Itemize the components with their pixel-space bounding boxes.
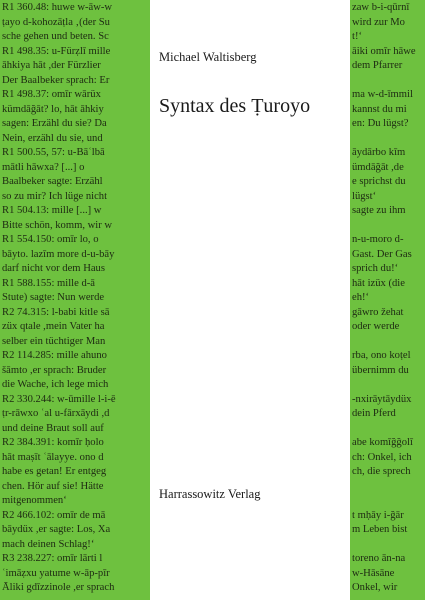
background-text-line: R3 238.227: omīr lārti l [2,553,103,564]
background-text-line: Baalbeker sagte: Erzähl [2,176,103,187]
background-text-line: dem Pfarrer [352,60,403,71]
background-text-line: mitgenommen‘ [2,495,67,506]
background-text-line: kümdāğāt? lo, hāt āhkiy [2,103,104,115]
background-text-line: Stute) sagte: Nun werde [2,292,105,303]
background-text-line: Nein, erzähl du sie, und [2,132,103,144]
background-text-line: ṭr-rāwxo ʿal u-fārxāydi ,d [2,408,110,419]
background-text-line: āiki omīr hāwe [352,45,416,57]
background-text-line: bāydüx ,er sagte: Los, Xa [2,524,111,535]
background-text-line: gāwro žehat [352,306,404,318]
publisher-name: Harrassowitz Verlag [159,487,261,501]
background-text-line: Der Baalbeker sprach: Er [2,74,110,86]
background-text-line: R2 466.102: omīr de mā [2,509,106,521]
background-text-line: züx qtale ,mein Vater ha [2,321,105,332]
background-text-line: übernimm du [352,364,409,376]
background-text-line: R1 360.48: huwe w-āw-w [2,2,113,13]
background-text-line: āydārbo kīm [352,147,406,158]
background-text-line: dein Pferd [352,408,396,419]
background-text-line: R2 330.244: w-ūmille l-i-ē [2,393,116,405]
background-text-line: t!‘ [352,31,362,42]
background-text-line: e sprichst du [352,176,406,187]
background-text-line: lügst‘ [352,190,377,202]
background-text-line: oder werde [352,321,400,332]
background-text-line: habe es getan! Er entgeg [2,466,107,477]
background-text-line: R1 588.155: mille d-ā [2,277,95,289]
background-text-line: toreno ān-na [352,553,406,564]
background-text-line: chen. Hör auf sie! Hätte [2,480,104,492]
background-text-line: sche gehen und beten. Sc [2,31,109,42]
background-text-line: sagen: Erzähl du sie? Da [2,118,107,129]
title-panel [150,0,350,600]
background-text-line: en: Du lügst? [352,118,409,129]
background-text-line: w-Hāsāne [352,567,395,579]
background-text-line: R2 384.391: komīr ḥolo [2,437,104,448]
background-text-line: R1 554.150: omīr lo, o [2,234,99,245]
background-text-line: ümdāğāt ,de [352,161,404,173]
background-text-line: šāmto ,er sprach: Bruder [2,364,107,376]
background-text-line: Gast. Der Gas [352,248,412,260]
background-text-line: darf nicht vor dem Haus [2,263,105,274]
background-text-line: -nxirāytāydüx [352,393,412,405]
book-title: Syntax des Ṭuroyo [159,95,311,117]
background-text-line: hāt izüx (die [352,277,405,289]
background-text-line: abe komīğğolī [352,437,413,448]
background-text-line: eh!‘ [352,292,370,303]
background-text-line: kannst du mi [352,103,407,115]
background-text-line: rba, ono koṭel [352,350,411,361]
background-text-line: ma w-d-īmmil [352,89,413,100]
background-text-line: āhkiya hāt ,der Fürzlier [2,60,101,71]
background-text-line: ch: Onkel, ich [352,451,412,463]
background-text-line: sprich du!‘ [352,263,399,274]
background-text-line: R1 500.55, 57: u-Bāʿlbā [2,147,105,158]
background-text-line: Āliki gdīzzinole ,er sprach [2,582,115,593]
background-text-line: R2 114.285: mille ahuno [2,350,107,361]
background-text-line: hāt maṣīt ʿālayye. ono d [2,451,104,463]
background-text-line: t mḥāy i-ğār [352,509,404,521]
background-text-line: Onkel, wir [352,582,398,593]
background-text-line: selber ein tüchtiger Man [2,335,106,347]
background-text-line: ch, die sprech [352,466,411,477]
background-text-line: R1 504.13: mille [...] w [2,205,102,216]
background-text-line: wird zur Mo [352,16,405,28]
background-text-line: mātli hāwxa? [...] o [2,161,85,173]
background-text-line: R2 74.315: l-babi kitle sā [2,306,110,318]
background-text-line: sagte zu ihm [352,205,406,216]
background-text-line: mach deinen Schlag!‘ [2,538,95,550]
background-text-line: ṭayo d-kohozāṭla ‚(der Su [2,16,110,28]
background-text-line: und deine Braut soll auf [2,422,104,434]
background-text-line: ʿimāẓxu yatume w-āp-pīr [2,567,110,579]
background-text-line: die Wache, ich lege mich [2,379,109,390]
background-text-line: so zu mir? Ich lüge nicht [2,190,108,202]
background-text-line: Bitte schön, komm, wir w [2,219,113,231]
background-text-line: R1 498.37: omīr wārüx [2,89,101,100]
background-text-line: bāyto. lazīm more d-u-bāy [2,248,115,260]
author-name: Michael Waltisberg [159,50,257,64]
background-text-line: zaw b-i-qūrnī [352,2,410,13]
background-text-line: m Leben bist [352,524,408,535]
background-text-line: n-u-moro d- [352,234,404,245]
background-text-line: R1 498.35: u-Fürẓlī mille [2,45,111,57]
